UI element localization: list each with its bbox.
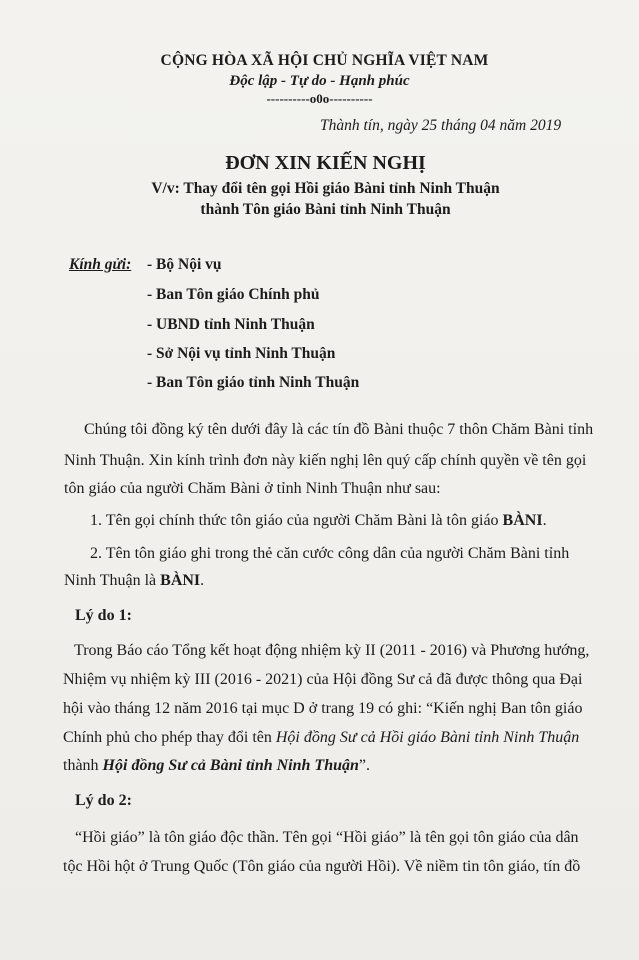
reason-2-heading: Lý do 2: — [75, 792, 132, 809]
recipient-item: - Ban Tôn giáo tỉnh Ninh Thuận — [147, 374, 360, 391]
point-2-line-2: Ninh Thuận là BÀNI. — [64, 572, 205, 589]
recipient-item: - UBND tỉnh Ninh Thuận — [147, 316, 315, 333]
recipient-item: - Ban Tôn giáo Chính phủ — [147, 286, 320, 303]
reason-2-line: “Hồi giáo” là tôn giáo độc thần. Tên gọi “Hồi giáo” là tên gọi tôn giáo của dân — [75, 829, 579, 846]
reason-1-line: thành Hội đồng Sư cả Bàni tỉnh Ninh Thuận”. — [63, 757, 370, 774]
intro-line: tôn giáo của người Chăm Bàni ở tỉnh Ninh Thuận như sau: — [64, 480, 441, 497]
motto: Độc lập - Tự do - Hạnh phúc — [229, 73, 410, 89]
subject-line-1: V/v: Thay đổi tên gọi Hồi giáo Bàni tỉnh Ninh Thuận — [151, 180, 500, 197]
country-header: CỘNG HÒA XÃ HỘI CHỦ NGHĨA VIỆT NAM — [160, 52, 489, 69]
reason-1-line: Nhiệm vụ nhiệm kỳ III (2016 - 2021) của Hội đồng Sư cả đã được thông qua Đại — [63, 671, 583, 688]
point-1: 1. Tên gọi chính thức tôn giáo của người Chăm Bàni là tôn giáo BÀNI. — [90, 512, 547, 529]
reason-1-line: hội vào tháng 12 năm 2016 tại mục D ở trang 19 có ghi: “Kiến nghị Ban tôn giáo — [63, 700, 583, 717]
document-title: ĐƠN XIN KIẾN NGHỊ — [225, 152, 426, 174]
reason-1-heading: Lý do 1: — [75, 607, 132, 624]
date-line: Thành tín, ngày 25 tháng 04 năm 2019 — [320, 117, 562, 134]
intro-line: Ninh Thuận. Xin kính trình đơn này kiến nghị lên quý cấp chính quyền về tên gọi — [64, 452, 587, 469]
intro-line: Chúng tôi đồng ký tên dưới đây là các tín đồ Bàni thuộc 7 thôn Chăm Bàni tỉnh — [84, 421, 594, 438]
recipient-item: - Bộ Nội vụ — [147, 256, 222, 273]
kinh-gui-label: Kính gửi: — [69, 256, 132, 273]
recipient-item: - Sở Nội vụ tỉnh Ninh Thuận — [147, 345, 336, 362]
header-separator: ----------o0o---------- — [266, 91, 373, 106]
reason-1-line: Trong Báo cáo Tổng kết hoạt động nhiệm kỳ II (2011 - 2016) và Phương hướng, — [74, 642, 590, 659]
reason-2-line: tộc Hồi hột ở Trung Quốc (Tôn giáo của người Hồi). Về niềm tin tôn giáo, tín đồ — [63, 858, 581, 875]
reason-1-line: Chính phủ cho phép thay đổi tên Hội đồng Sư cả Hồi giáo Bàni tỉnh Ninh Thuận — [63, 729, 580, 746]
point-2-line-1: 2. Tên tôn giáo ghi trong thẻ căn cước công dân của người Chăm Bàni tỉnh — [90, 545, 570, 562]
subject-line-2: thành Tôn giáo Bàni tỉnh Ninh Thuận — [200, 201, 451, 218]
